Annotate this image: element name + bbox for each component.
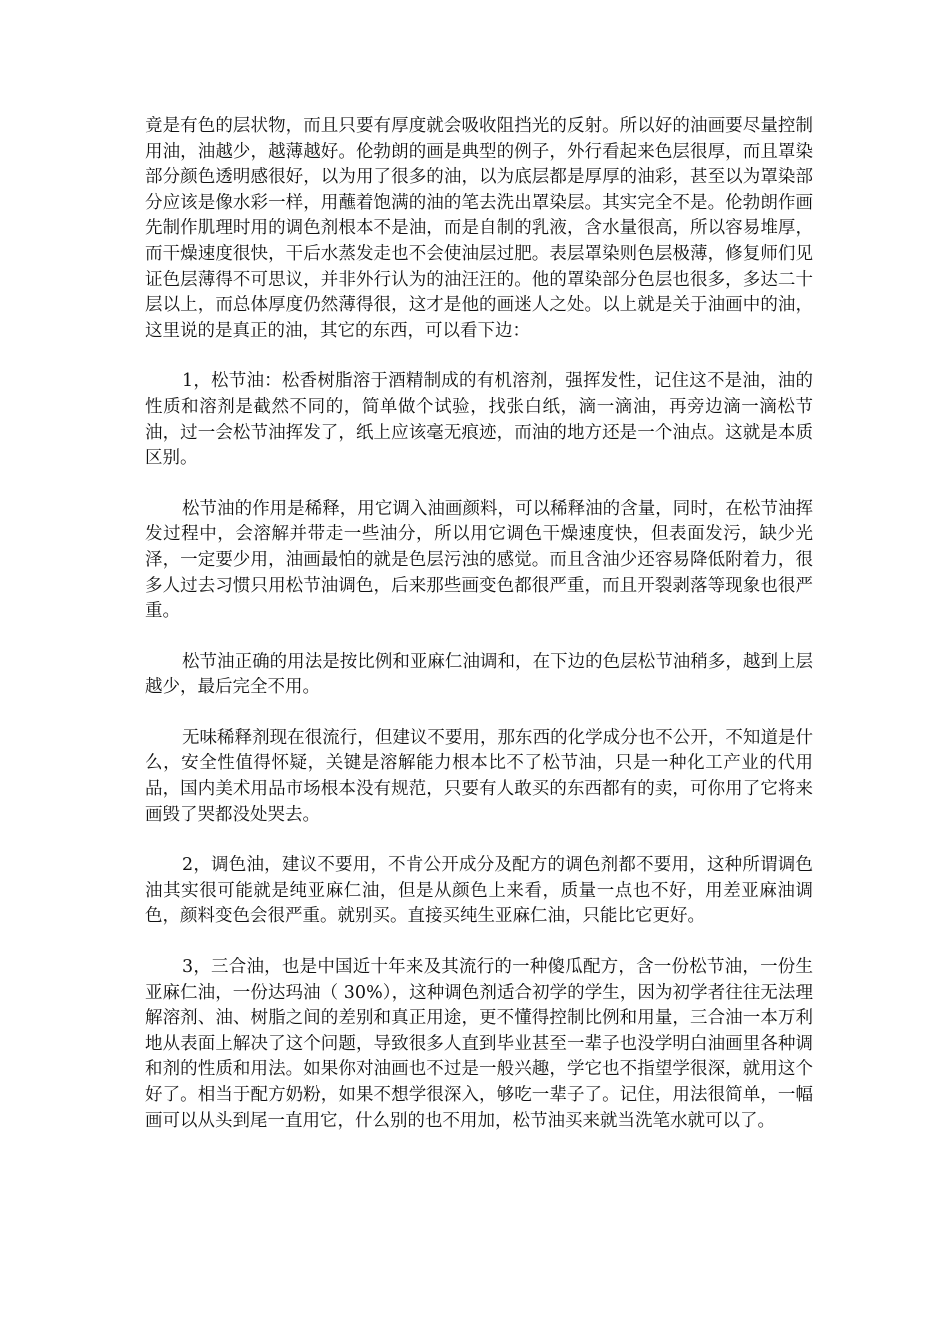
- paragraph-rembrandt-oil: 竟是有色的层状物，而且只要有厚度就会吸收阻挡光的反射。所以好的油画要尽量控制用油，油越少，越薄越好。伦勃朗的画是典型的例子，外行看起来色层很厚，而且罩染部分颜色透明感很好，以为用了很多的油，以为底层都是厚厚的油彩，甚至以为罩染部分应该是像水彩一样，用蘸着饱满的油的笔去洗出罩染层。其实完全不是。伦勃朗作画先制作肌理时用的调色剂根本不是油，而是自制的乳液，含水量很高，所以容易堆厚，而干燥速度很快，干后水蒸发走也不会使油层过肥。表层罩染则色层极薄，修复师们见证色层薄得不可思议，并非外行认为的油汪汪的。他的罩染部分色层也很多，多达二十层以上，而总体厚度仍然薄得很，这才是他的画迷人之处。以上就是关于油画中的油，这里说的是真正的油，其它的东西，可以看下边：: [145, 116, 813, 341]
- paragraph-odorless-thinner: 无味稀释剂现在很流行，但建议不要用，那东西的化学成分也不公开，不知道是什么，安全性值得怀疑，关键是溶解能力根本比不了松节油，只是一种化工产业的代用品，国内美术用品市场根本没有规范，只要有人敢买的东西都有的卖，可你用了它将来画毁了哭都没处哭去。: [145, 727, 813, 825]
- paragraph-turpentine: 1，松节油：松香树脂溶于酒精制成的有机溶剂，强挥发性，记住这不是油，油的性质和溶剂是截然不同的，简单做个试验，找张白纸，滴一滴油，再旁边滴一滴松节油，过一会松节油挥发了，纸上应该毫无痕迹，而油的地方还是一个油点。这就是本质区别。: [145, 371, 813, 469]
- paragraph-turpentine-usage: 松节油正确的用法是按比例和亚麻仁油调和，在下边的色层松节油稍多，越到上层越少，最后完全不用。: [145, 651, 813, 698]
- paragraph-turpentine-function: 松节油的作用是稀释，用它调入油画颜料，可以稀释油的含量，同时，在松节油挥发过程中，会溶解并带走一些油分，所以用它调色干燥速度快，但表面发污，缺少光泽，一定要少用，油画最怕的就是色层污浊的感觉。而且含油少还容易降低附着力，很多人过去习惯只用松节油调色，后来那些画变色都很严重，而且开裂剥落等现象也很严重。: [145, 498, 813, 622]
- paragraph-mixing-oil: 2，调色油，建议不要用，不肯公开成分及配方的调色剂都不要用，这种所谓调色油其实很可能就是纯亚麻仁油，但是从颜色上来看，质量一点也不好，用差亚麻油调色，颜料变色会很严重。就别买。直接买纯生亚麻仁油，只能比它更好。: [145, 855, 813, 927]
- paragraph-three-in-one-oil: 3，三合油，也是中国近十年来及其流行的一种傻瓜配方，含一份松节油，一份生亚麻仁油，一份达玛油（ 30%），这种调色剂适合初学的学生，因为初学者往往无法理解溶剂、油、树脂之间的差别和真正用途，更不懂得控制比例和用量，三合油一本万利地从表面上解决了这个问题，导致很多人直到毕业甚至一辈子也没学明白油画里各种调和剂的性质和用法。如果你对油画也不过是一般兴趣，学它也不指望学很深，就用这个好了。相当于配方奶粉，如果不想学很深入，够吃一辈子了。记住，用法很简单，一幅画可以从头到尾一直用它，什么别的也不用加，松节油买来就当洗笔水就可以了。: [145, 957, 813, 1131]
- document-body: [145, 114, 813, 1159]
